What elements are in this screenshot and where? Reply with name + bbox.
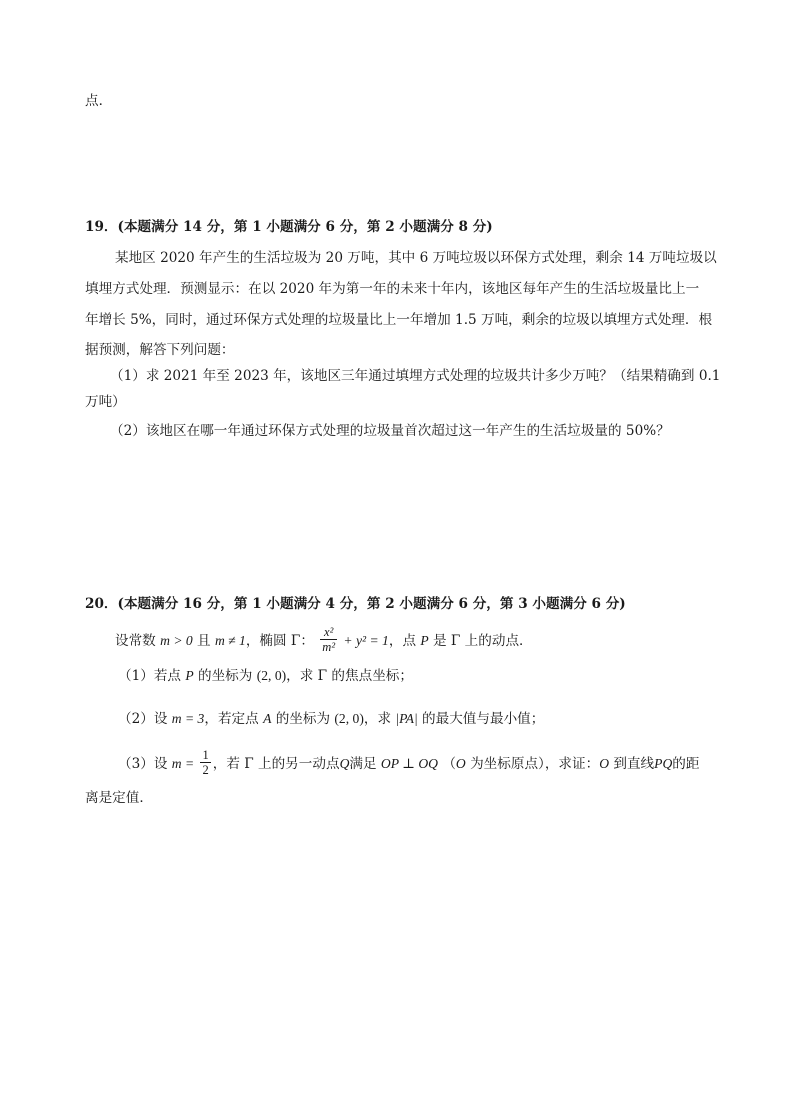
q20-intro-a: 设常数 <box>115 633 156 649</box>
ellipse-fraction-denominator: m² <box>322 640 336 654</box>
q20-p2-a: （2）设 <box>118 711 168 727</box>
q20-intro-m-ne1: m ≠ 1 <box>214 633 246 648</box>
q20-p3-f: 到直线 <box>613 756 655 772</box>
q20-p3-b: ，若 Γ 上的另一动点 <box>212 756 340 772</box>
ellipse-fraction-numerator: x² <box>320 625 337 640</box>
q20-intro-and: 且 <box>197 633 211 649</box>
q19-para-line1: 某地区 2020 年产生的生活垃圾为 20 万吨，其中 6 万吨垃圾以环保方式处理，剩余 14 万吨垃圾以 <box>115 250 717 266</box>
q20-intro-m-gt0: m > 0 <box>160 633 193 648</box>
q20-p3-o2: O <box>599 756 610 771</box>
q19-para-line3: 年增长 5%，同时，通过环保方式处理的垃圾量比上一年增加 1.5 万吨，剩余的垃圾以填埋方式处理．根 <box>85 312 713 328</box>
q20-intro-point: ，点 <box>388 633 417 649</box>
q20-p2-m3: m = 3 <box>171 711 205 726</box>
q20-part1 <box>118 666 413 686</box>
q20-p3-q: Q <box>339 756 350 771</box>
q20-p3-pq: PQ <box>654 756 673 771</box>
half-fraction <box>200 748 210 777</box>
q20-p2-e: 的最大值与最小值； <box>422 711 545 727</box>
q20-intro-ellipse: ，椭圆 Γ： <box>245 633 314 649</box>
q20-p1-coord: (2, 0) <box>256 668 287 683</box>
q19-part2: （2）该地区在哪一年通过环保方式处理的垃圾量首次超过这一年产生的生活垃圾量的 50%？ <box>110 423 670 439</box>
q20-p3-d: （ <box>442 756 456 772</box>
q20-part2 <box>118 709 544 729</box>
q19-part1-line2: 万吨） <box>85 394 126 410</box>
q20-p2-a-point: A <box>263 711 272 726</box>
q20-p3-a: （3）设 <box>118 756 168 772</box>
q20-p2-b: ，若定点 <box>204 711 259 727</box>
q20-p1-b: 的坐标为 <box>198 668 253 684</box>
q19-part1-line1: （1）求 2021 年至 2023 年，该地区三年通过填埋方式处理的垃圾共计多少万吨？（结果精确到 0.1 <box>110 368 721 384</box>
ellipse-equation-rest: + y² = 1 <box>343 633 389 648</box>
q20-p3-m: m = <box>171 756 195 771</box>
q19-header: 19．(本题满分 14 分，第 1 小题满分 6 分，第 2 小题满分 8 分) <box>85 219 493 235</box>
half-fraction-denominator: 2 <box>202 763 209 777</box>
q20-p1-c: ，求 Γ 的焦点坐标； <box>286 668 413 684</box>
ellipse-fraction <box>320 625 337 654</box>
q19-para-line4: 据预测，解答下列问题： <box>85 342 235 358</box>
half-fraction-numerator: 1 <box>202 748 209 762</box>
q20-part3-line2: 离是定值． <box>85 790 153 806</box>
q20-p3-g: 的距 <box>672 756 700 772</box>
q20-header: 20．(本题满分 16 分，第 1 小题满分 4 分，第 2 小题满分 6 分，第 3 小题满分 6 分) <box>85 596 626 612</box>
q20-p2-c: 的坐标为 <box>275 711 331 727</box>
q20-intro-end: 是 Γ 上的动点． <box>433 633 533 649</box>
q20-intro-p: P <box>420 633 429 648</box>
q20-p1-p: P <box>185 668 194 683</box>
q20-p1-a: （1）若点 <box>118 668 182 684</box>
q20-p3-c: 满足 <box>349 756 377 772</box>
continued-text: 点． <box>85 93 113 109</box>
q20-p2-pa: |PA| <box>395 711 418 726</box>
q20-part3 <box>118 750 699 779</box>
q20-p2-coord: (2, 0) <box>334 711 364 726</box>
q20-p3-e: 为坐标原点），求证： <box>470 756 600 772</box>
q20-intro <box>115 627 533 656</box>
q20-p3-perp: OP ⊥ OQ <box>380 756 438 771</box>
q19-para-line2: 填埋方式处理．预测显示：在以 2020 年为第一年的未来十年内，该地区每年产生的生活垃圾量比上一 <box>85 281 700 297</box>
q20-p2-d: ，求 <box>363 711 392 727</box>
q20-p3-o: O <box>455 756 466 771</box>
